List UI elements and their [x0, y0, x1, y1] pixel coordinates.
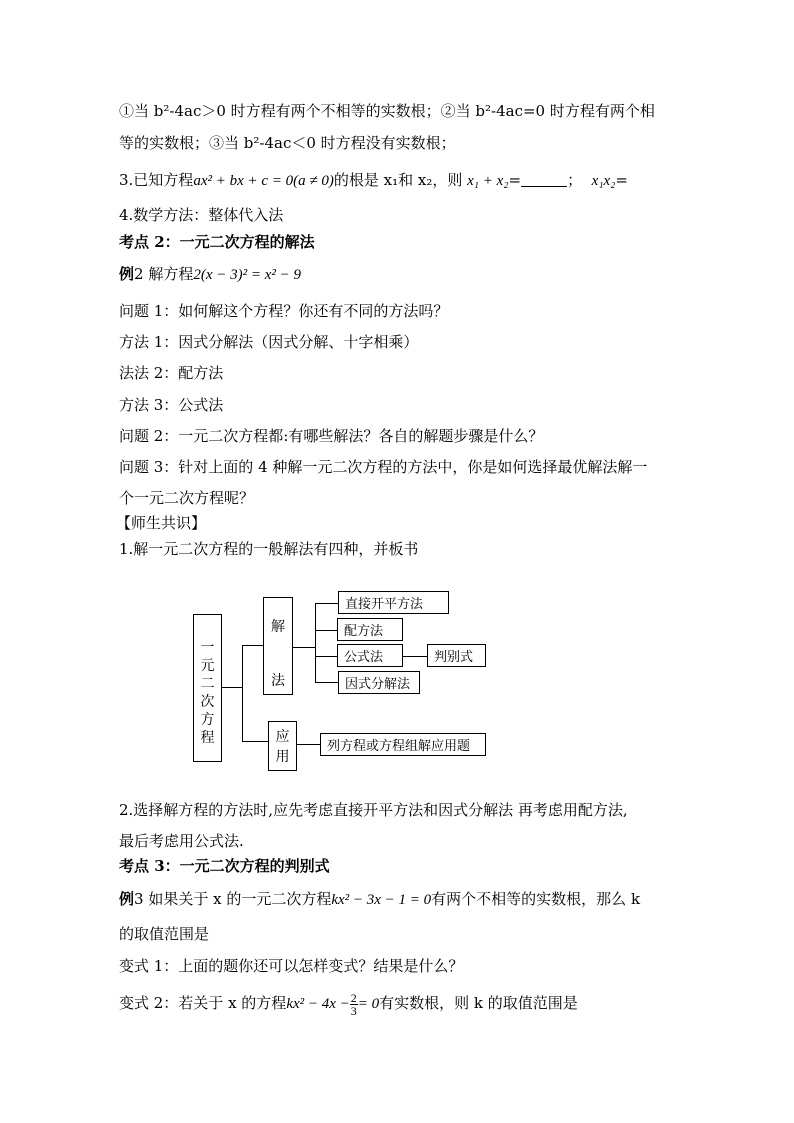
vieta-sum-blank	[521, 172, 567, 187]
application-box: 列方程或方程组解应用题	[320, 733, 486, 756]
vieta-product-eq: =	[615, 171, 628, 189]
connector-method-3	[315, 656, 337, 657]
math-method-item: 4.数学方法：整体代入法	[119, 206, 284, 224]
root-char-5: 方	[200, 712, 215, 728]
root-char-6: 程	[200, 730, 215, 746]
diagram-root-box	[193, 614, 222, 762]
method-box-factoring: 因式分解法	[338, 671, 420, 694]
vieta-item	[119, 170, 628, 191]
connector-branch-v	[242, 645, 243, 742]
example-3-text-1: 3 如果关于 x 的一元二次方程	[134, 890, 332, 908]
jiefa-char-1: 解	[271, 619, 285, 635]
jiefa-char-2: 法	[271, 673, 285, 689]
consensus-item-2-line-1: 2.选择解方程的方法时,应先考虑直接开平方法和因式分解法 再考虑用配方法,	[119, 801, 628, 819]
connector-formula-discriminant	[403, 656, 427, 657]
example-3-line-1	[119, 889, 640, 910]
vieta-middle: 的根是 x₁和 x₂，则	[333, 171, 463, 189]
example-3-line-2: 的取值范围是	[119, 925, 210, 943]
root-char-1: 一	[200, 640, 215, 656]
root-char-3: 二	[200, 676, 215, 692]
connector-method-2	[315, 630, 337, 631]
question-2: 问题 2：一元二次方程都:有哪些解法？各自的解题步骤是什么？	[119, 427, 544, 445]
consensus-item-1: 1.解一元二次方程的一般解法有四种，并板书	[119, 540, 419, 558]
variant-2-equation-b: = 0	[357, 996, 380, 1012]
fraction-denominator: 3	[350, 1003, 357, 1018]
root-char-2: 元	[200, 658, 215, 674]
consensus-item-2-line-2: 最后考虑用公式法.	[119, 832, 244, 850]
method-1: 方法 1：因式分解法（因式分解、十字相乘）	[119, 333, 419, 351]
discriminant-box: 判别式	[427, 644, 486, 667]
variant-2-text-2: 有实数根，则 k 的取值范围是	[379, 994, 578, 1012]
discriminant-conditions-line-1: ①当 b²-4ac＞0 时方程有两个不相等的实数根；②当 b²-4ac=0 时方程有两个相	[119, 102, 655, 120]
example-2-label: 例	[119, 265, 135, 283]
example-3-text-2: 有两个不相等的实数根，那么 k	[431, 890, 641, 908]
question-3-line-1: 问题 3：针对上面的 4 种解一元二次方程的方法中，你是如何选择最优解法解一	[119, 458, 648, 476]
diagram-jiefa-box	[263, 597, 293, 695]
example-2	[119, 264, 301, 285]
question-3-line-2: 个一元二次方程呢？	[119, 489, 255, 507]
connector-to-jiefa	[242, 645, 263, 646]
connector-method-1	[315, 603, 338, 604]
root-char-4: 次	[200, 694, 215, 710]
connector-yingyong-h	[297, 744, 320, 745]
variant-2-fraction	[350, 992, 358, 1017]
method-box-formula: 公式法	[337, 644, 403, 667]
question-1: 问题 1：如何解这个方程？你还有不同的方法吗？	[119, 302, 449, 320]
yingyong-char-1: 应	[275, 729, 290, 745]
variant-2-equation-a: kx² − 4x −	[286, 996, 350, 1012]
vieta-sum: x₁ + x₂	[467, 173, 509, 189]
connector-to-yingyong	[242, 741, 268, 742]
vieta-equation: ax² + bx + c = 0(a ≠ 0)	[193, 173, 334, 189]
variant-1: 变式 1：上面的题你还可以怎样变式？结果是什么？	[119, 957, 464, 975]
vieta-prefix: 3.已知方程	[119, 171, 194, 189]
method-2: 法法 2：配方法	[119, 364, 224, 382]
kaodian-2-heading: 考点 2：一元二次方程的解法	[119, 233, 315, 251]
example-2-text: 2 解方程	[134, 265, 194, 283]
connector-methods-v	[315, 603, 316, 682]
vieta-sum-eq: =	[508, 171, 522, 189]
vieta-separator: ；	[567, 171, 583, 189]
connector-root-h	[222, 687, 242, 688]
example-3-equation: kx² − 3x − 1 = 0	[331, 892, 432, 908]
method-box-direct-sqrt: 直接开平方法	[338, 591, 449, 614]
diagram-yingyong-box	[268, 721, 297, 771]
kaodian-3-heading: 考点 3：一元二次方程的判别式	[119, 857, 330, 875]
consensus-heading: 【师生共识】	[116, 514, 207, 532]
variant-2-text-1: 变式 2：若关于 x 的方程	[119, 994, 287, 1012]
method-3: 方法 3：公式法	[119, 396, 224, 414]
example-3-label: 例	[119, 890, 135, 908]
method-box-completing-square: 配方法	[337, 618, 403, 641]
yingyong-char-2: 用	[275, 749, 290, 765]
connector-method-4	[315, 682, 338, 683]
vieta-product: x₁x₂	[591, 173, 616, 189]
fraction-numerator: 2	[350, 990, 357, 1005]
discriminant-conditions-line-2: 等的实数根；③当 b²-4ac＜0 时方程没有实数根；	[119, 134, 456, 152]
connector-jiefa-h	[293, 647, 315, 648]
example-2-equation: 2(x − 3)² = x² − 9	[193, 267, 301, 283]
variant-2	[119, 990, 578, 1017]
